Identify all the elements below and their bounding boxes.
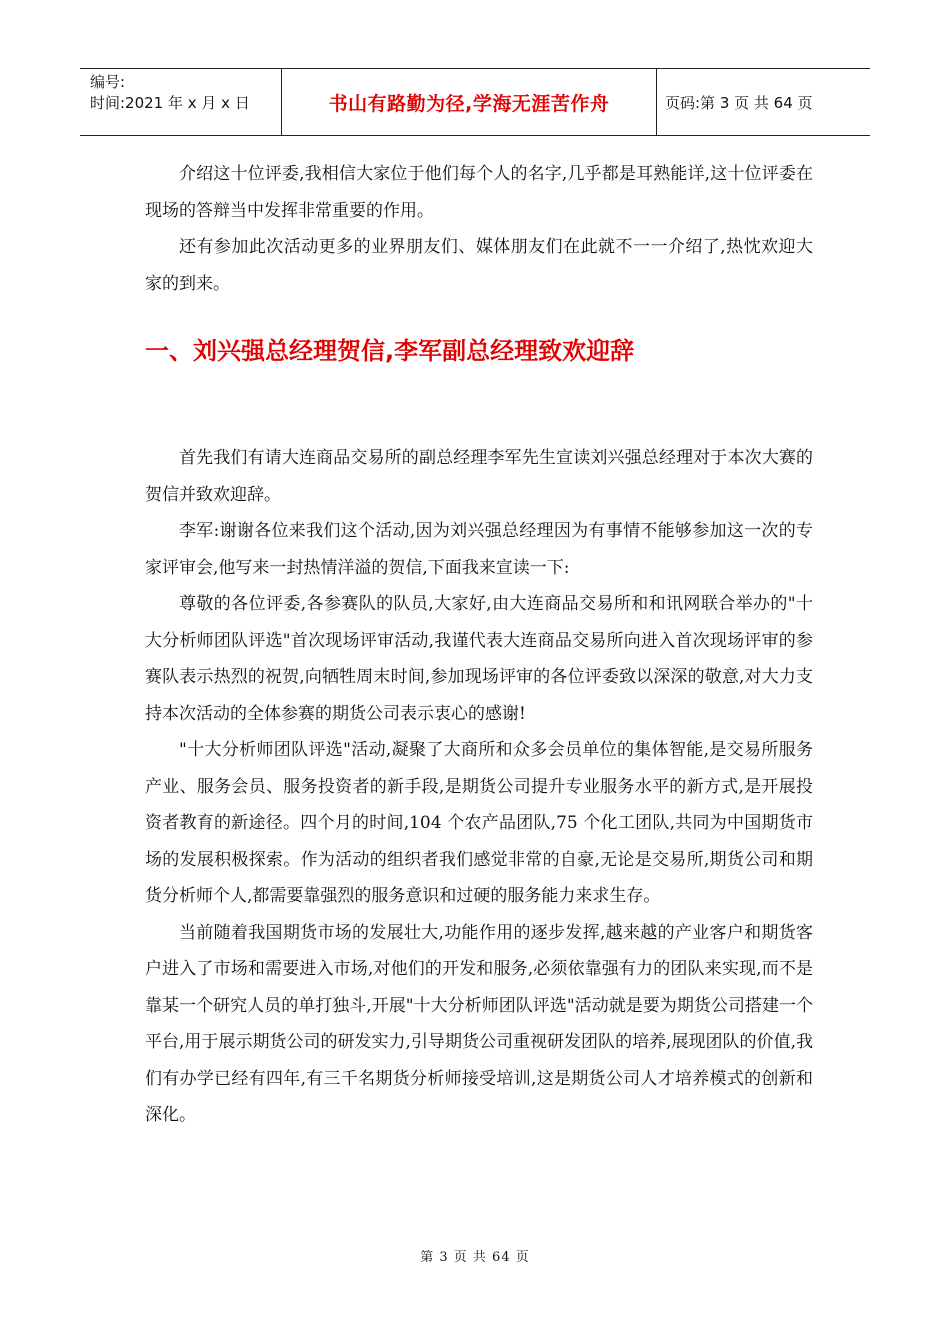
- section-heading: 一、刘兴强总经理贺信,李军副总经理致欢迎辞: [145, 337, 635, 365]
- header-meta: [80, 69, 282, 135]
- page-header: [80, 68, 870, 136]
- page-footer: 第 3 页 共 64 页: [420, 1250, 530, 1265]
- intro-paragraph: 介绍这十位评委,我相信大家位于他们每个人的名字,几乎都是耳熟能详,这十位评委在现场的答辩当中发挥非常重要的作用。: [145, 164, 813, 221]
- document-body: [145, 156, 813, 1134]
- body-paragraph: 首先我们有请大连商品交易所的副总经理李军先生宣读刘兴强总经理对于本次大赛的贺信并致欢迎辞。: [145, 448, 813, 505]
- body-paragraph: 尊敬的各位评委,各参赛队的队员,大家好,由大连商品交易所和和讯网联合举办的"十大分析师团队评选"首次现场评审活动,我谨代表大连商品交易所向进入首次现场评审的参赛队表示热烈的祝贺,向牺牲周末时间,参加现场评审的各位评委致以深深的敬意,对大力支持本次活动的全体参赛的期货公司表示衷心的感谢!: [145, 594, 813, 724]
- header-motto: 书山有路勤为径,学海无涯苦作舟: [282, 69, 657, 135]
- intro-paragraph: 还有参加此次活动更多的业界朋友们、媒体朋友们在此就不一一介绍了,热忱欢迎大家的到来。: [145, 237, 813, 294]
- body-paragraph: 李军:谢谢各位来我们这个活动,因为刘兴强总经理因为有事情不能够参加这一次的专家评审会,他写来一封热情洋溢的贺信,下面我来宣读一下:: [145, 521, 813, 578]
- document-date: 时间:2021 年 x 月 x 日: [90, 94, 250, 112]
- header-page-info: 页码:第 3 页 共 64 页: [665, 93, 813, 112]
- document-number-label: 编号:: [90, 73, 126, 91]
- body-paragraph: 当前随着我国期货市场的发展壮大,功能作用的逐步发挥,越来越的产业客户和期货客户进入了市场和需要进入市场,对他们的开发和服务,必须依靠强有力的团队来实现,而不是靠某一个研究人员的单打独斗,开展"十大分析师团队评选"活动就是要为期货公司搭建一个平台,用于展示期货公司的研发实力,引导期货公司重视研发团队的培养,展现团队的价值,我们有办学已经有四年,有三千名期货分析师接受培训,这是期货公司人才培养模式的创新和深化。: [145, 922, 813, 1125]
- body-paragraph: "十大分析师团队评选"活动,凝聚了大商所和众多会员单位的集体智能,是交易所服务产业、服务会员、服务投资者的新手段,是期货公司提升专业服务水平的新方式,是开展投资者教育的新途径。四个月的时间,104 个农产品团队,75 个化工团队,共同为中国期货市场的发展积极探索。作为活动的组织者我们感觉非常的自豪,无论是交易所,期货公司和期货分析师个人,都需要靠强烈的服务意识和过硬的服务能力来求生存。: [145, 740, 813, 906]
